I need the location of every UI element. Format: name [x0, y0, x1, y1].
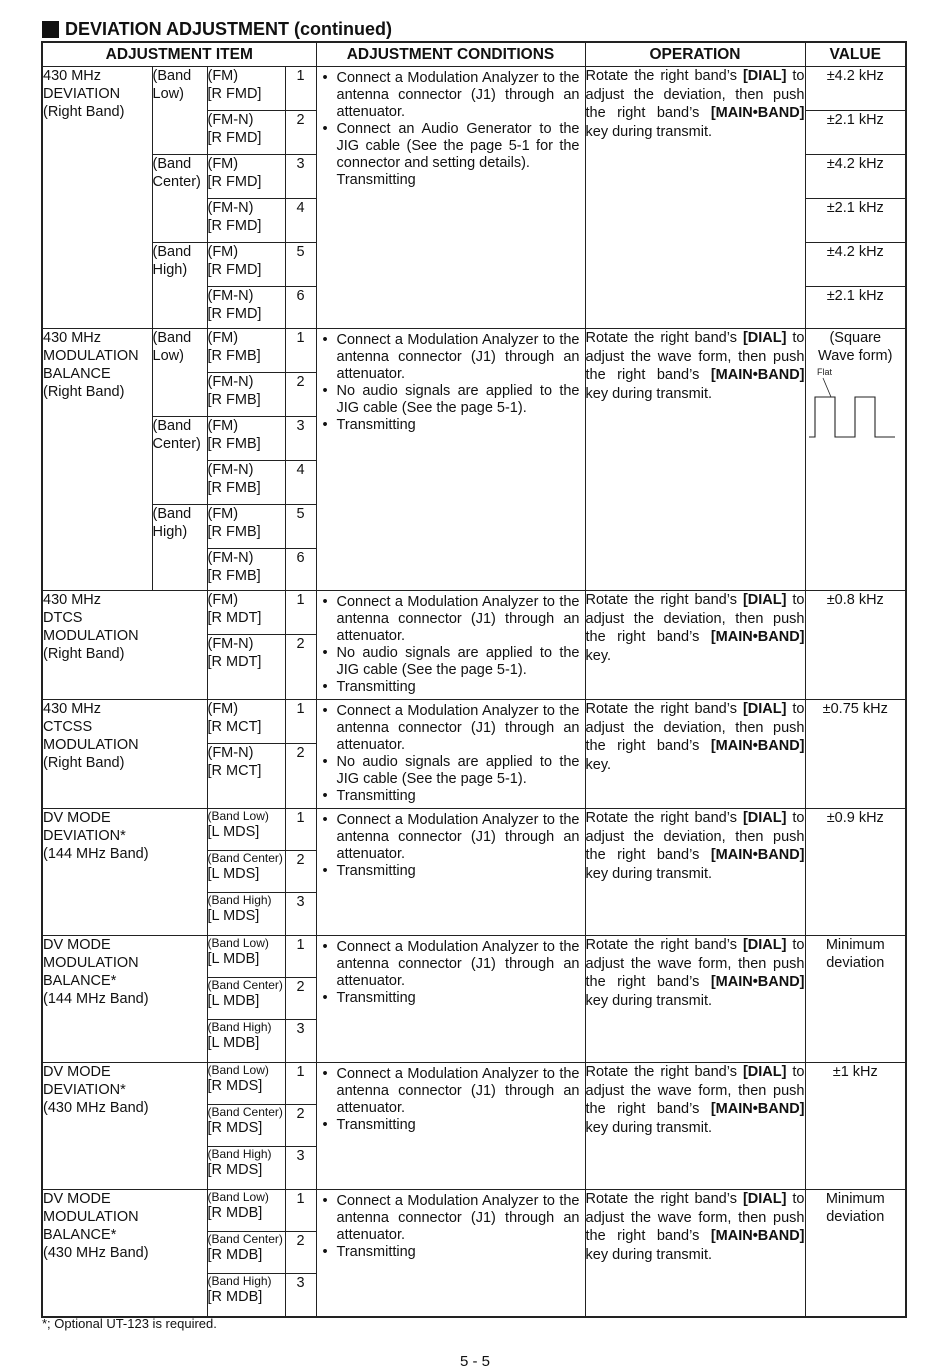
- condition-item: • Connect a Modulation Analyzer to the antenna connector (J1) through an attenuator.: [323, 332, 580, 383]
- op-key: [MAIN•BAND]: [710, 629, 805, 646]
- op-text: Rotate the right band’s: [585, 330, 743, 346]
- value-line: deviation: [826, 1209, 885, 1225]
- code-label: [R MDT]: [207, 610, 262, 626]
- mode-cell: [207, 417, 285, 461]
- step-number: 1: [285, 1190, 316, 1232]
- step-number: 3: [285, 893, 316, 936]
- operation-cell: [585, 329, 805, 591]
- header-adjustment-item: ADJUSTMENT ITEM: [42, 42, 316, 67]
- op-key: [MAIN•BAND]: [710, 367, 805, 384]
- conditions-cell: [316, 809, 585, 936]
- item-name-line: DV MODE: [43, 1064, 111, 1080]
- band-code-cell: [207, 1063, 285, 1105]
- band-code-cell: [207, 1274, 285, 1317]
- condition-item: • Connect a Modulation Analyzer to the antenna connector (J1) through an attenuator.: [323, 70, 580, 121]
- op-text: Rotate the right band’s: [585, 592, 743, 608]
- mode-label: (FM-N): [207, 374, 254, 390]
- band-label: (Band High): [152, 505, 207, 591]
- code-label: [R FMD]: [207, 218, 262, 234]
- band-code-cell: [207, 936, 285, 978]
- value-cell: ±0.8 kHz: [805, 591, 906, 700]
- condition-item: • No audio signals are applied to the JIG cable (See the page 5-1).: [323, 754, 580, 788]
- op-text: key.: [585, 756, 612, 773]
- band-label: (Band Low): [152, 67, 207, 155]
- step-number: 3: [285, 1274, 316, 1317]
- code-label: [R FMD]: [207, 86, 262, 102]
- op-text: to adjust the wave form, then push the right band’s: [585, 1191, 805, 1245]
- step-number: 3: [285, 417, 316, 461]
- conditions-cell: [316, 936, 585, 1063]
- mode-cell: [207, 744, 285, 809]
- condition-item: • Transmitting: [323, 863, 580, 880]
- op-text: Rotate the right band’s: [585, 1191, 743, 1207]
- step-number: 2: [285, 851, 316, 893]
- condition-item: • Connect a Modulation Analyzer to the antenna connector (J1) through an attenuator.: [323, 939, 580, 990]
- item-name-line: DV MODE: [43, 937, 111, 953]
- item-name-line: (Right Band): [43, 646, 125, 662]
- op-dial: [DIAL]: [742, 592, 787, 608]
- step-number: 5: [285, 505, 316, 549]
- mode-label: (FM): [207, 592, 239, 608]
- op-text: Rotate the right band’s: [585, 810, 743, 826]
- item-name-line: MODULATION: [43, 1209, 139, 1225]
- band-code-cell: [207, 1147, 285, 1190]
- mode-label: (FM-N): [207, 112, 254, 128]
- mode-cell: [207, 505, 285, 549]
- op-dial: [DIAL]: [742, 937, 787, 953]
- step-number: 5: [285, 243, 316, 287]
- code-label: [R MCT]: [207, 763, 262, 779]
- op-text: key.: [585, 647, 612, 664]
- band-small-label: (Band High): [207, 1274, 272, 1288]
- value-cell: ±4.2 kHz: [805, 243, 906, 287]
- mode-label: (FM): [207, 156, 239, 172]
- step-number: 1: [285, 936, 316, 978]
- code-label: [R MDB]: [207, 1247, 263, 1263]
- item-name: [42, 67, 152, 329]
- mode-label: (FM): [207, 68, 239, 84]
- section-title-text: DEVIATION ADJUSTMENT (continued): [65, 18, 392, 39]
- item-name: [42, 936, 207, 1063]
- op-key: [MAIN•BAND]: [710, 738, 805, 755]
- band-code-cell: [207, 1020, 285, 1063]
- mode-cell: [207, 591, 285, 635]
- item-name-line: (Right Band): [43, 104, 125, 120]
- item-name-line: DV MODE: [43, 1191, 111, 1207]
- table-row: [42, 1063, 906, 1105]
- item-name: [42, 700, 207, 809]
- item-name-line: (144 MHz Band): [43, 991, 149, 1007]
- condition-item: Transmitting: [336, 172, 416, 188]
- flat-label: Flat: [817, 367, 833, 377]
- op-key: [MAIN•BAND]: [710, 1228, 805, 1245]
- item-name-line: BALANCE*: [43, 973, 117, 989]
- step-number: 2: [285, 111, 316, 155]
- item-name-line: DEVIATION*: [43, 1082, 126, 1098]
- code-label: [R MDT]: [207, 654, 262, 670]
- condition-item: • Connect a Modulation Analyzer to the antenna connector (J1) through an attenuator.: [323, 703, 580, 754]
- condition-item: • Transmitting: [323, 990, 580, 1007]
- band-small-label: (Band Center): [207, 1105, 283, 1119]
- table-row: [42, 329, 906, 373]
- code-label: [R FMD]: [207, 130, 262, 146]
- value-line: Minimum: [825, 1191, 885, 1207]
- operation-cell: [585, 67, 805, 329]
- code-label: [L MDS]: [207, 908, 260, 924]
- op-text: key during transmit.: [585, 123, 713, 140]
- value-line: Wave form): [818, 348, 893, 364]
- code-label: [R FMB]: [207, 568, 261, 584]
- step-number: 4: [285, 461, 316, 505]
- item-name-line: 430 MHz: [43, 701, 102, 717]
- conditions-cell: [316, 591, 585, 700]
- mode-cell: [207, 635, 285, 700]
- mode-cell: [207, 111, 285, 155]
- item-name-line: 430 MHz: [43, 68, 102, 84]
- code-label: [R FMD]: [207, 306, 262, 322]
- band-small-label: (Band Low): [207, 936, 269, 950]
- op-dial: [DIAL]: [742, 1064, 787, 1080]
- item-name-line: 430 MHz: [43, 330, 102, 346]
- header-operation: OPERATION: [585, 42, 805, 67]
- header-row: [42, 42, 906, 67]
- op-text: key during transmit.: [585, 1246, 713, 1263]
- op-text: Rotate the right band’s: [585, 937, 743, 953]
- condition-item: • Transmitting: [323, 679, 580, 696]
- mode-label: (FM-N): [207, 200, 254, 216]
- table-row: [42, 67, 906, 111]
- band-code-cell: [207, 851, 285, 893]
- step-number: 2: [285, 744, 316, 809]
- op-key: [MAIN•BAND]: [710, 974, 805, 991]
- op-text: key during transmit.: [585, 1119, 713, 1136]
- op-text: Rotate the right band’s: [585, 1064, 743, 1080]
- value-line: Minimum: [825, 937, 885, 953]
- step-number: 3: [285, 1147, 316, 1190]
- mode-cell: [207, 329, 285, 373]
- band-label: (Band Center): [152, 417, 207, 505]
- condition-item: • No audio signals are applied to the JIG cable (See the page 5-1).: [323, 383, 580, 417]
- adjustment-table: [41, 41, 907, 1318]
- black-square-icon: [42, 21, 59, 38]
- code-label: [R FMD]: [207, 262, 262, 278]
- conditions-cell: [316, 67, 585, 329]
- code-label: [L MDB]: [207, 1035, 260, 1051]
- item-name-line: 430 MHz: [43, 592, 102, 608]
- step-number: 1: [285, 1063, 316, 1105]
- step-number: 1: [285, 329, 316, 373]
- mode-cell: [207, 243, 285, 287]
- condition-item: • Connect a Modulation Analyzer to the antenna connector (J1) through an attenuator.: [323, 1193, 580, 1244]
- op-dial: [DIAL]: [742, 701, 787, 717]
- op-dial: [DIAL]: [742, 68, 787, 84]
- item-name: [42, 809, 207, 936]
- op-dial: [DIAL]: [742, 810, 787, 826]
- item-name-line: BALANCE: [43, 366, 111, 382]
- band-small-label: (Band Low): [207, 809, 269, 823]
- op-text: to adjust the deviation, then push the right band’s: [585, 701, 805, 755]
- value-cell: ±2.1 kHz: [805, 111, 906, 155]
- code-label: [R FMB]: [207, 480, 261, 496]
- op-key: [MAIN•BAND]: [710, 847, 805, 864]
- op-text: Rotate the right band’s: [585, 68, 743, 84]
- condition-item: • No audio signals are applied to the JIG cable (See the page 5-1).: [323, 645, 580, 679]
- section-title: [42, 18, 392, 40]
- operation-cell: [585, 700, 805, 809]
- mode-cell: [207, 287, 285, 329]
- op-text: key during transmit.: [585, 992, 713, 1009]
- step-number: 1: [285, 809, 316, 851]
- item-name: [42, 1063, 207, 1190]
- step-number: 2: [285, 635, 316, 700]
- value-cell: [805, 329, 906, 591]
- mode-cell: [207, 700, 285, 744]
- value-cell: [805, 936, 906, 1063]
- value-cell: ±4.2 kHz: [805, 67, 906, 111]
- step-number: 6: [285, 287, 316, 329]
- item-name: [42, 329, 152, 591]
- value-cell: ±4.2 kHz: [805, 155, 906, 199]
- mode-cell: [207, 155, 285, 199]
- table-row: [42, 700, 906, 744]
- value-cell: ±1 kHz: [805, 1063, 906, 1190]
- mode-label: (FM-N): [207, 550, 254, 566]
- mode-label: (FM): [207, 330, 239, 346]
- item-name-line: (Right Band): [43, 384, 125, 400]
- op-text: to adjust the wave form, then push the right band’s: [585, 1064, 805, 1118]
- band-small-label: (Band High): [207, 893, 272, 907]
- op-dial: [DIAL]: [742, 330, 787, 346]
- condition-item: • Connect a Modulation Analyzer to the antenna connector (J1) through an attenuator.: [323, 594, 580, 645]
- band-code-cell: [207, 809, 285, 851]
- code-label: [R MDS]: [207, 1120, 263, 1136]
- step-number: 1: [285, 591, 316, 635]
- item-name-line: DTCS: [43, 610, 83, 626]
- mode-label: (FM): [207, 244, 239, 260]
- conditions-cell: [316, 1190, 585, 1317]
- value-cell: ±2.1 kHz: [805, 287, 906, 329]
- square-wave-diagram: [809, 367, 901, 441]
- code-label: [L MDS]: [207, 824, 260, 840]
- code-label: [R MDB]: [207, 1289, 263, 1305]
- band-label: (Band Center): [152, 155, 207, 243]
- conditions-cell: [316, 1063, 585, 1190]
- band-small-label: (Band Center): [207, 851, 283, 865]
- operation-cell: [585, 809, 805, 936]
- code-label: [R FMB]: [207, 392, 261, 408]
- step-number: 3: [285, 1020, 316, 1063]
- mode-cell: [207, 199, 285, 243]
- band-label: (Band High): [152, 243, 207, 329]
- table-row: [42, 936, 906, 978]
- item-name-line: (430 MHz Band): [43, 1100, 149, 1116]
- op-text: to adjust the deviation, then push the right band’s: [585, 592, 805, 646]
- item-name-line: MODULATION: [43, 348, 139, 364]
- op-text: to adjust the wave form, then push the right band’s: [585, 937, 805, 991]
- condition-item: • Transmitting: [323, 417, 580, 434]
- band-label: (Band Low): [152, 329, 207, 417]
- code-label: [R MDS]: [207, 1078, 263, 1094]
- op-text: to adjust the deviation, then push the right band’s: [585, 68, 805, 122]
- page-number: 5 - 5: [459, 1353, 490, 1370]
- mode-cell: [207, 549, 285, 591]
- flat-pointer: [823, 378, 831, 397]
- op-key: [MAIN•BAND]: [710, 105, 805, 122]
- condition-item: • Transmitting: [323, 1117, 580, 1134]
- mode-label: (FM): [207, 506, 239, 522]
- item-name-line: MODULATION: [43, 628, 139, 644]
- band-small-label: (Band High): [207, 1147, 272, 1161]
- band-code-cell: [207, 1105, 285, 1147]
- op-text: key during transmit.: [585, 865, 713, 882]
- band-small-label: (Band Low): [207, 1190, 269, 1204]
- value-line: deviation: [826, 955, 885, 971]
- step-number: 6: [285, 549, 316, 591]
- operation-cell: [585, 1063, 805, 1190]
- step-number: 3: [285, 155, 316, 199]
- header-value: VALUE: [805, 42, 906, 67]
- op-text: to adjust the deviation, then push the right band’s: [585, 810, 805, 864]
- value-cell: ±0.75 kHz: [805, 700, 906, 809]
- conditions-cell: [316, 700, 585, 809]
- item-name-line: DEVIATION: [43, 86, 121, 102]
- table-row: [42, 809, 906, 851]
- operation-cell: [585, 936, 805, 1063]
- item-name-line: (Right Band): [43, 755, 125, 771]
- condition-item: • Connect an Audio Generator to the JIG cable (See the page 5-1 for the connector and setting details).: [323, 121, 580, 172]
- mode-label: (FM-N): [207, 288, 254, 304]
- band-code-cell: [207, 1190, 285, 1232]
- step-number: 1: [285, 700, 316, 744]
- item-name-line: (144 MHz Band): [43, 846, 149, 862]
- item-name-line: BALANCE*: [43, 1227, 117, 1243]
- code-label: [L MDB]: [207, 993, 260, 1009]
- condition-item: • Transmitting: [323, 1244, 580, 1261]
- step-number: 2: [285, 1232, 316, 1274]
- footnote: *; Optional UT-123 is required.: [42, 1316, 217, 1331]
- value-cell: ±0.9 kHz: [805, 809, 906, 936]
- band-code-cell: [207, 978, 285, 1020]
- conditions-cell: [316, 329, 585, 591]
- op-text: Rotate the right band’s: [585, 701, 743, 717]
- code-label: [R MCT]: [207, 719, 262, 735]
- code-label: [L MDB]: [207, 951, 260, 967]
- item-name-line: DEVIATION*: [43, 828, 126, 844]
- value-line: (Square: [829, 330, 882, 346]
- item-name: [42, 591, 207, 700]
- code-label: [L MDS]: [207, 866, 260, 882]
- mode-cell: [207, 461, 285, 505]
- step-number: 2: [285, 978, 316, 1020]
- table-row: [42, 591, 906, 635]
- op-dial: [DIAL]: [742, 1191, 787, 1207]
- item-name: [42, 1190, 207, 1317]
- item-name-line: (430 MHz Band): [43, 1245, 149, 1261]
- item-name-line: MODULATION: [43, 955, 139, 971]
- mode-label: (FM-N): [207, 462, 254, 478]
- op-key: [MAIN•BAND]: [710, 1101, 805, 1118]
- band-small-label: (Band Low): [207, 1063, 269, 1077]
- step-number: 1: [285, 67, 316, 111]
- op-text: to adjust the wave form, then push the right band’s: [585, 330, 805, 384]
- mode-label: (FM-N): [207, 636, 254, 652]
- code-label: [R MDS]: [207, 1162, 263, 1178]
- band-code-cell: [207, 893, 285, 936]
- step-number: 2: [285, 373, 316, 417]
- code-label: [R FMB]: [207, 436, 261, 452]
- operation-cell: [585, 591, 805, 700]
- item-name-line: MODULATION: [43, 737, 139, 753]
- band-small-label: (Band Center): [207, 1232, 283, 1246]
- code-label: [R FMB]: [207, 348, 261, 364]
- condition-item: • Connect a Modulation Analyzer to the antenna connector (J1) through an attenuator.: [323, 1066, 580, 1117]
- condition-item: • Connect a Modulation Analyzer to the antenna connector (J1) through an attenuator.: [323, 812, 580, 863]
- band-small-label: (Band High): [207, 1020, 272, 1034]
- code-label: [R FMD]: [207, 174, 262, 190]
- mode-label: (FM): [207, 701, 239, 717]
- value-cell: ±2.1 kHz: [805, 199, 906, 243]
- header-adjustment-conditions: ADJUSTMENT CONDITIONS: [316, 42, 585, 67]
- mode-cell: [207, 373, 285, 417]
- code-label: [R MDB]: [207, 1205, 263, 1221]
- band-code-cell: [207, 1232, 285, 1274]
- item-name-line: CTCSS: [43, 719, 93, 735]
- table-row: [42, 1190, 906, 1232]
- item-name-line: DV MODE: [43, 810, 111, 826]
- operation-cell: [585, 1190, 805, 1317]
- step-number: 2: [285, 1105, 316, 1147]
- mode-cell: [207, 67, 285, 111]
- mode-label: (FM-N): [207, 745, 254, 761]
- op-text: key during transmit.: [585, 385, 713, 402]
- code-label: [R FMB]: [207, 524, 261, 540]
- band-small-label: (Band Center): [207, 978, 283, 992]
- step-number: 4: [285, 199, 316, 243]
- mode-label: (FM): [207, 418, 239, 434]
- condition-item: • Transmitting: [323, 788, 580, 805]
- square-wave-line: [809, 397, 895, 437]
- value-cell: [805, 1190, 906, 1317]
